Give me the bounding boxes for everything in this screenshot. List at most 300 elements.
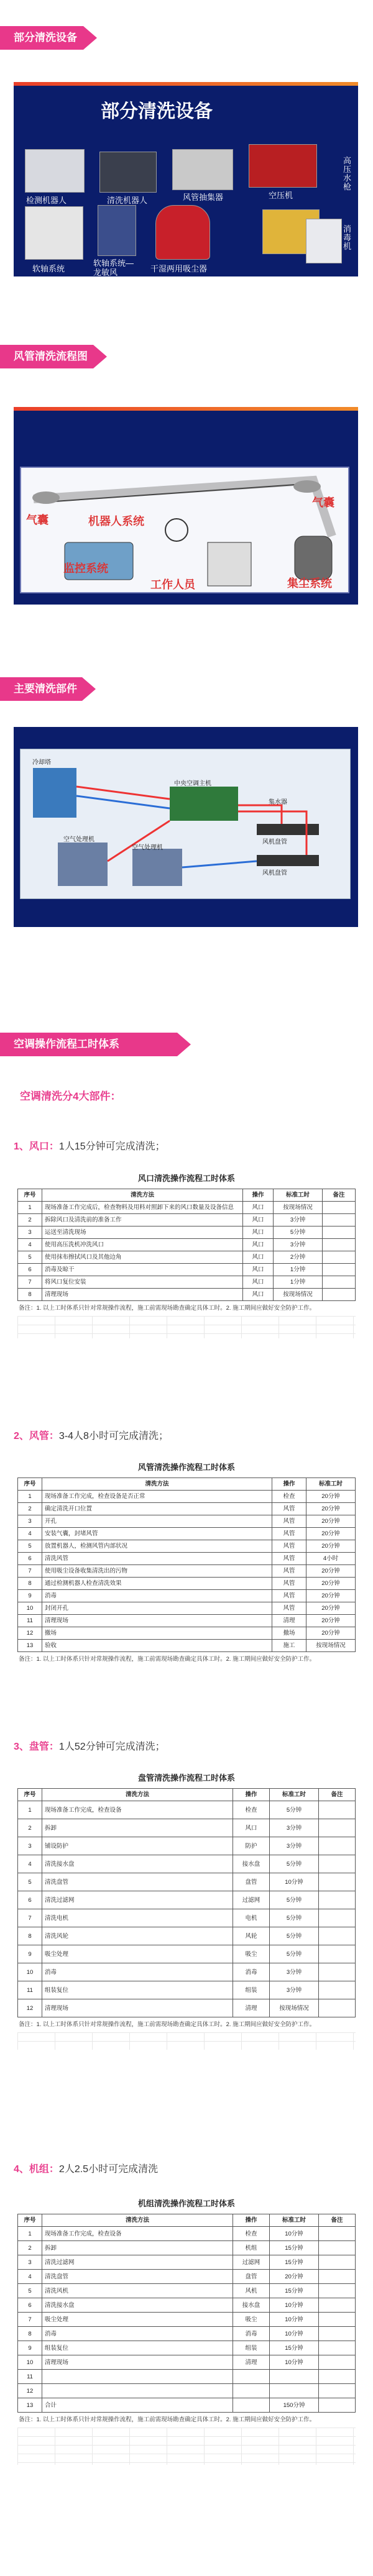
th: 序号 [18,1789,42,1801]
table2 [17,1478,356,1652]
cell [233,2384,270,2398]
label-ahu-bottom: 空气处理机 [132,844,163,851]
compressor-photo [249,144,317,188]
cell [42,2384,233,2398]
cell: 风机 [233,2284,270,2298]
cell: 组装复位 [42,2341,233,2355]
cell: 拆除风口及清洗前的准备工作 [42,1214,243,1226]
table-row [18,2341,356,2355]
table-row [18,1578,356,1590]
cell: 检查 [272,1491,306,1503]
cell: 20分钟 [306,1503,356,1515]
cell: 20分钟 [306,1515,356,1528]
cell: 按现场情况 [306,1640,356,1652]
table-row [18,1873,356,1891]
cell: 使用高压洗机冲洗风口 [42,1239,243,1251]
cell [319,1837,356,1855]
th: 操作 [233,1789,270,1801]
cell [323,1276,356,1289]
cell: 清理 [233,1999,270,2017]
cell: 1 [18,2227,42,2241]
cell: 5 [18,1540,42,1553]
label-air-compressor: 空压机 [269,191,293,200]
cell: 11 [18,1615,42,1627]
cell [319,2298,356,2313]
part1-name: 风口： [29,1141,59,1152]
table-row [18,2398,356,2413]
cell: 2分钟 [274,1251,323,1264]
cell: 现场准备工作完成，检查设备是否正常 [42,1491,272,1503]
cell: 吸尘 [233,2313,270,2327]
flowchart-panel [14,407,358,605]
cell [270,2384,319,2398]
table3-doc [17,1768,356,2116]
shaft-dragon-photo [98,205,136,256]
cell: 7 [18,1565,42,1578]
cell: 风口 [243,1264,274,1276]
cell: 风管 [272,1553,306,1565]
cell: 安装气囊，封堵风管 [42,1528,272,1540]
cell: 组装复位 [42,1981,233,1999]
cell [319,1927,356,1945]
table1-header-row [18,1189,356,1202]
cell: 按现场情况 [270,1999,319,2017]
table1 [17,1189,356,1301]
cell: 7 [18,1909,42,1927]
cell [319,2341,356,2355]
table-row [18,1553,356,1565]
cell: 按现场情况 [274,1289,323,1301]
cell: 风口 [243,1226,274,1239]
part3-num: 3、 [14,1742,29,1752]
label-collector: 集水器 [269,799,287,806]
cell: 9 [18,1945,42,1963]
cell: 10分钟 [270,2298,319,2313]
label-bladder-right: 气囊 [312,496,334,509]
cell: 风管 [272,1515,306,1528]
label-dust-system: 集尘系统 [287,577,332,590]
th: 标准工时 [270,2214,319,2227]
cell: 3分钟 [274,1239,323,1251]
th: 清洗方法 [42,1189,243,1202]
cell: 风口 [243,1276,274,1289]
table-row [18,1503,356,1515]
table-row [18,1515,356,1528]
cell: 封闭开孔 [42,1602,272,1615]
label-duct-extractor: 风管抽集器 [183,193,224,202]
label-sterilizer: 消毒机 [343,224,352,251]
components-diagram [20,749,351,899]
table4-title: 机组清洗操作流程工时体系 [137,2199,235,2208]
cell: 5 [18,2284,42,2298]
cell: 消毒 [42,1590,272,1602]
cell: 5分钟 [270,1909,319,1927]
cell: 1 [18,1801,42,1819]
table3 [17,1788,356,2017]
label-fcu-2: 风机盘管 [262,870,287,877]
table-row [18,1565,356,1578]
cell: 消毒及晾干 [42,1264,243,1276]
cell: 消毒 [42,1963,233,1981]
table-row [18,1226,356,1239]
table-row [18,1289,356,1301]
cell: 风管 [272,1565,306,1578]
part2-name: 风管： [29,1431,59,1441]
cell [319,2227,356,2241]
cell: 8 [18,1927,42,1945]
cell: 3分钟 [270,1819,319,1837]
cell: 9 [18,1590,42,1602]
table-row [18,1999,356,2017]
cell: 清洗盘管 [42,2270,233,2284]
table-row [18,1491,356,1503]
cell: 5分钟 [270,1927,319,1945]
cell: 使用抹布擦拭风口及其他边角 [42,1251,243,1264]
cell: 清理现场 [42,1615,272,1627]
cell [319,1909,356,1927]
table-row [18,1627,356,1640]
cell: 3分钟 [274,1214,323,1226]
cell: 现场准备工作完成，检查设备 [42,1801,233,1819]
cell: 5分钟 [270,1891,319,1909]
cell: 10 [18,1963,42,1981]
cell: 吸尘 [233,1945,270,1963]
cell: 风管 [272,1590,306,1602]
cell [319,2255,356,2270]
part2-num: 2、 [14,1431,29,1441]
cell: 组装 [233,1981,270,1999]
cell: 20分钟 [306,1565,356,1578]
cell: 风口 [233,1819,270,1837]
cell: 现场准备工作完成后，检查物料及用料对照卸下来的风口数量及设备信息 [42,1202,243,1214]
panel-title: 部分清洗设备 [101,101,213,122]
cell: 13 [18,2398,42,2413]
table-row [18,2384,356,2398]
cell [319,1999,356,2017]
cell: 风管 [272,1540,306,1553]
cell [323,1251,356,1264]
robot-photo [25,149,85,193]
cell: 8 [18,1289,42,1301]
th: 操作 [272,1478,306,1491]
cell: 撤场 [42,1627,272,1640]
cell: 清理 [272,1615,306,1627]
cell: 组装 [233,2341,270,2355]
cell: 风管 [272,1602,306,1615]
cell: 6 [18,1891,42,1909]
panel-stripe [14,82,358,86]
cell: 清理 [233,2355,270,2370]
table-row [18,1615,356,1627]
components-panel [14,727,358,927]
cell: 10分钟 [270,2313,319,2327]
label-shaft-dragon: 软轴系统—龙敏风 [93,258,134,277]
cell: 风口 [243,1251,274,1264]
cell: 拆卸 [42,1819,233,1837]
cell: 5分钟 [274,1226,323,1239]
label-high-pressure-gun: 高压水枪 [343,156,352,191]
cell: 现场准备工作完成，检查设备 [42,2227,233,2241]
cell: 清洗电机 [42,1909,233,1927]
cell [323,1226,356,1239]
cell: 清理现场 [42,1289,243,1301]
cell [323,1264,356,1276]
cell: 施工 [272,1640,306,1652]
cell: 开孔 [42,1515,272,1528]
cell: 20分钟 [306,1540,356,1553]
cell: 4 [18,2270,42,2284]
th: 备注 [319,2214,356,2227]
th: 清洗方法 [42,2214,233,2227]
part2-heading [14,1428,168,1442]
cell: 清洗风轮 [42,1927,233,1945]
cell: 10分钟 [270,2327,319,2341]
cell: 铺设防护 [42,1837,233,1855]
label-inspection-robot: 检测机器人 [26,196,67,205]
cell [319,2355,356,2370]
cell: 盘管 [233,1873,270,1891]
part3-desc: 1人52分钟可完成清洗； [58,1742,165,1752]
sheet-gridlines [17,2428,356,2465]
table-row [18,1239,356,1251]
cell: 风口 [243,1214,274,1226]
th: 序号 [18,1478,42,1491]
table-row [18,1945,356,1963]
cell: 风口 [243,1202,274,1214]
table4 [17,2214,356,2413]
panel-stripe [14,407,358,411]
cell: 清洗过滤网 [42,2255,233,2270]
part2-desc: 3-4人8小时可完成清洗； [58,1431,168,1441]
cell: 清洗盘管 [42,1873,233,1891]
table-row [18,2370,356,2384]
cell [319,2398,356,2413]
cell: 3分钟 [270,1837,319,1855]
cell: 20分钟 [306,1528,356,1540]
cell: 12 [18,1627,42,1640]
cell: 5分钟 [270,1945,319,1963]
table-row [18,2270,356,2284]
part4-desc: 2人2.5小时可完成清洗 [58,2164,159,2175]
cell: 清洗风机 [42,2284,233,2298]
table-row [18,1251,356,1264]
cell: 8 [18,2327,42,2341]
hvac-diagram-svg [21,749,350,898]
cell: 机组 [233,2241,270,2255]
sheet-gridlines [17,2032,356,2050]
cell: 3 [18,1837,42,1855]
cell: 吸尘处理 [42,1945,233,1963]
cell [319,2327,356,2341]
table-row [18,1590,356,1602]
table-row [18,2255,356,2270]
cell [319,1945,356,1963]
table2-header-row [18,1478,356,1491]
table-row [18,1837,356,1855]
cell [319,1891,356,1909]
cell [319,2313,356,2327]
cell: 1 [18,1202,42,1214]
table3-title: 盘管清洗操作流程工时体系 [137,1773,235,1783]
cell: 风管 [272,1503,306,1515]
table1-note: 备注：1. 以上工时体系只针对常规操作流程，施工前需现场勘查确定具体工时。2. 施工期间应做好安全防护工作。 [19,1305,316,1312]
cell: 10分钟 [270,2355,319,2370]
table-row [18,1276,356,1289]
section-header-equipment: 部分清洗设备 [0,26,83,50]
cell: 使用吸尘设备收集清洗出的污物 [42,1565,272,1578]
cleaning-robot-photo [99,152,157,193]
table3-note: 备注：1. 以上工时体系只针对常规操作流程，施工前需现场勘查确定具体工时。2. 施工期间应做好安全防护工作。 [19,2021,316,2028]
table-row [18,1214,356,1226]
cell: 风口 [243,1239,274,1251]
th: 序号 [18,2214,42,2227]
cell: 将风口复位安装 [42,1276,243,1289]
th: 清洗方法 [42,1478,272,1491]
cell: 15分钟 [270,2255,319,2270]
cell: 10分钟 [270,2227,319,2241]
table-row [18,1202,356,1214]
cell: 3 [18,1226,42,1239]
cell: 5分钟 [270,1801,319,1819]
extractor-photo [172,149,233,190]
cell [319,2284,356,2298]
cell [319,2370,356,2384]
cell: 12 [18,1999,42,2017]
cell: 15分钟 [270,2284,319,2298]
table-row [18,1264,356,1276]
cell: 清洗风管 [42,1553,272,1565]
cell: 6 [18,1553,42,1565]
table4-doc [17,2193,356,2485]
label-fcu-1: 风机盘管 [262,839,287,846]
table-row [18,1819,356,1837]
table-row [18,1963,356,1981]
section-header-components: 主要清洗部件 [0,677,82,701]
cell: 10分钟 [270,1873,319,1891]
th: 清洗方法 [42,1789,233,1801]
cell: 运送至清洗现场 [42,1226,243,1239]
cell: 按现场情况 [274,1202,323,1214]
cell: 验收 [42,1640,272,1652]
table-row [18,2298,356,2313]
subtitle-four-parts: 空调清洗分4大部件： [20,1090,121,1102]
cell: 风管 [272,1578,306,1590]
label-operator: 工作人员 [150,578,195,591]
vacuum-photo [155,205,210,260]
shaft-photo [25,206,83,260]
label-bladder-left: 气囊 [26,514,48,527]
cell: 15分钟 [270,2341,319,2355]
cell: 合计 [42,2398,233,2413]
th: 标准工时 [270,1789,319,1801]
table1-title: 风口清洗操作流程工时体系 [137,1174,235,1183]
cell: 风轮 [233,1927,270,1945]
cell: 消毒 [42,2327,233,2341]
part1-num: 1、 [14,1141,29,1152]
table-row [18,1540,356,1553]
sheet-gridlines [17,1316,356,1338]
cell: 150分钟 [270,2398,319,2413]
cell [319,1981,356,1999]
table2-title: 风管清洗操作流程工时体系 [137,1463,235,1472]
cell: 清洗接水盘 [42,1855,233,1873]
table3-header-row [18,1789,356,1801]
part4-num: 4、 [14,2164,29,2175]
cell: 清理现场 [42,1999,233,2017]
table4-header-row [18,2214,356,2227]
cell: 4小时 [306,1553,356,1565]
cell: 1分钟 [274,1264,323,1276]
cell: 接水盘 [233,1855,270,1873]
cell [233,2398,270,2413]
part1-heading [14,1138,165,1153]
cell: 20分钟 [306,1491,356,1503]
cell: 5 [18,1251,42,1264]
cell [319,2241,356,2255]
cell: 检查 [233,2227,270,2241]
cell: 20分钟 [306,1578,356,1590]
label-cooling-tower: 冷却塔 [32,759,51,766]
cell: 4 [18,1528,42,1540]
part3-name: 盘管： [29,1742,59,1752]
cell: 2 [18,1503,42,1515]
table-row [18,1927,356,1945]
cell: 6 [18,2298,42,2313]
cell: 10 [18,1602,42,1615]
cell [319,1801,356,1819]
cell: 接水盘 [233,2298,270,2313]
cell: 1分钟 [274,1276,323,1289]
cell: 撤场 [272,1627,306,1640]
table-row [18,2227,356,2241]
th: 备注 [323,1189,356,1202]
th: 标准工时 [274,1189,323,1202]
cell [323,1239,356,1251]
label-monitor-system: 监控系统 [63,562,108,575]
section-header-workhours: 空调操作流程工时体系 [0,1033,177,1056]
section-header-flowchart: 风管清洗流程图 [0,345,93,368]
table-row [18,2313,356,2327]
cell: 4 [18,1239,42,1251]
cell: 15分钟 [270,2241,319,2255]
table-row [18,2284,356,2298]
cell: 2 [18,1214,42,1226]
label-robot-system: 机器人系统 [88,515,144,528]
cell: 6 [18,1264,42,1276]
cell: 7 [18,2313,42,2327]
cell: 盘管 [233,2270,270,2284]
cell: 过滤网 [233,2255,270,2270]
table4-note: 备注：1. 以上工时体系只针对常规操作流程，施工前需现场勘查确定具体工时。2. 施工期间应做好安全防护工作。 [19,2416,316,2423]
th: 操作 [243,1189,274,1202]
table-row [18,1801,356,1819]
cell: 5 [18,1873,42,1891]
part4-name: 机组： [29,2164,59,2175]
cell: 4 [18,1855,42,1873]
cell: 10 [18,2355,42,2370]
cell [270,2370,319,2384]
label-chiller: 中央空调主机 [174,780,211,787]
cell: 检查 [233,1801,270,1819]
cell: 8 [18,1578,42,1590]
th: 操作 [233,2214,270,2227]
label-ahu-top: 空气处理机 [63,836,94,843]
cell: 20分钟 [306,1602,356,1615]
cell: 13 [18,1640,42,1652]
cell [233,2370,270,2384]
cell: 消毒 [233,2327,270,2341]
table-row [18,1855,356,1873]
